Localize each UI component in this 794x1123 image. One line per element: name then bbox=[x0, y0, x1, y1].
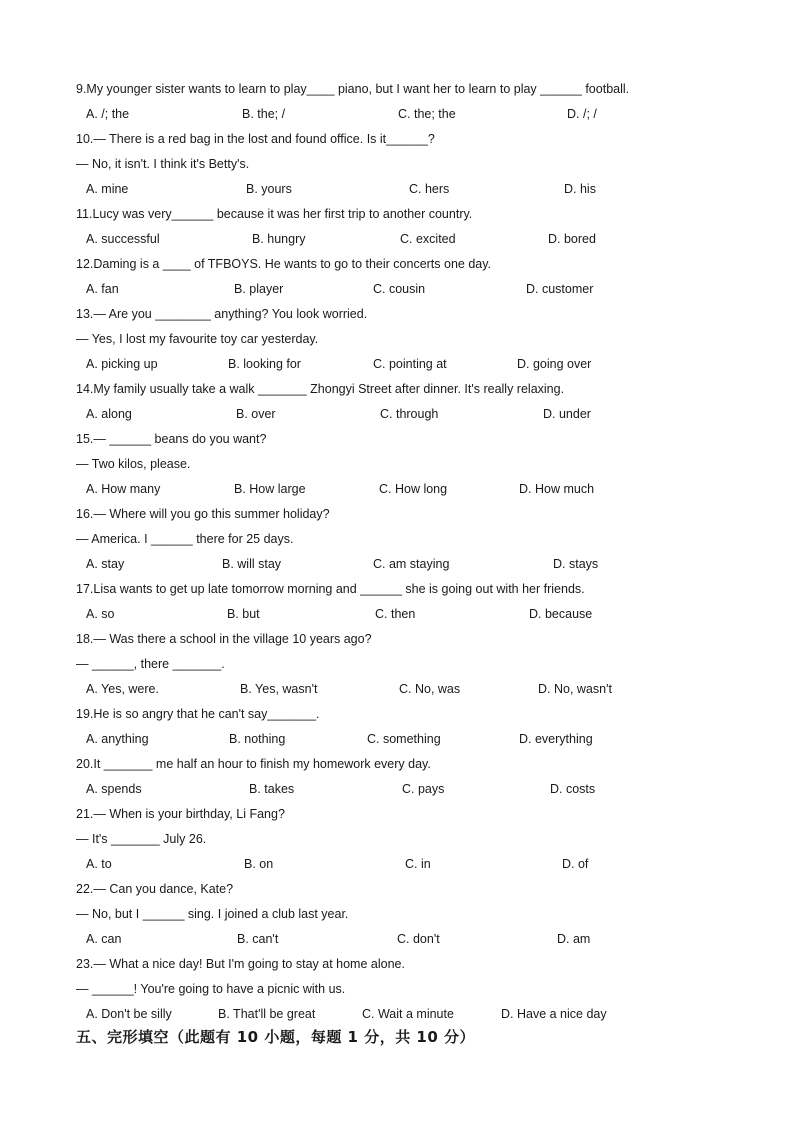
option-d[interactable]: D. under bbox=[543, 407, 591, 421]
option-c[interactable]: C. then bbox=[375, 607, 416, 621]
option-a[interactable]: A. Yes, were. bbox=[86, 682, 159, 696]
option-d[interactable]: D. bored bbox=[548, 232, 596, 246]
question-15 bbox=[76, 427, 766, 502]
answer-options bbox=[76, 102, 766, 127]
option-a[interactable]: A. so bbox=[86, 607, 115, 621]
question-18 bbox=[76, 627, 766, 702]
answer-options bbox=[76, 777, 766, 802]
question-14 bbox=[76, 377, 766, 427]
option-c[interactable]: C. don't bbox=[397, 932, 440, 946]
option-b[interactable]: B. can't bbox=[237, 932, 279, 946]
question-stem: 9.My younger sister wants to learn to play____ piano, but I want her to learn to play ______ football. bbox=[76, 82, 630, 96]
option-d[interactable]: D. costs bbox=[550, 782, 596, 796]
option-d[interactable]: D. of bbox=[562, 857, 589, 871]
option-b[interactable]: B. yours bbox=[246, 182, 292, 196]
question-23 bbox=[76, 952, 766, 1027]
question-22 bbox=[76, 877, 766, 952]
option-c[interactable]: C. No, was bbox=[399, 682, 461, 696]
option-a[interactable]: A. picking up bbox=[86, 357, 158, 371]
option-d[interactable]: D. Have a nice day bbox=[501, 1007, 607, 1021]
question-21 bbox=[76, 802, 766, 877]
option-c[interactable]: C. Wait a minute bbox=[362, 1007, 454, 1021]
option-a[interactable]: A. How many bbox=[86, 482, 161, 496]
option-c[interactable]: C. through bbox=[380, 407, 439, 421]
option-b[interactable]: B. nothing bbox=[229, 732, 286, 746]
option-c[interactable]: C. cousin bbox=[373, 282, 426, 296]
option-b[interactable]: B. on bbox=[244, 857, 274, 871]
option-b[interactable]: B. player bbox=[234, 282, 284, 296]
option-a[interactable]: A. /; the bbox=[86, 107, 130, 121]
option-a[interactable]: A. to bbox=[86, 857, 112, 871]
answer-options bbox=[76, 352, 766, 377]
question-9 bbox=[76, 77, 766, 127]
option-d[interactable]: D. customer bbox=[526, 282, 594, 296]
question-stem: 10.— There is a red bag in the lost and found office. Is it______? bbox=[76, 132, 435, 146]
answer-options bbox=[76, 552, 766, 577]
question-12 bbox=[76, 252, 766, 302]
dialogue-reply: — Two kilos, please. bbox=[76, 457, 191, 471]
option-d[interactable]: D. No, wasn't bbox=[538, 682, 612, 696]
answer-options bbox=[76, 402, 766, 427]
option-d[interactable]: D. his bbox=[564, 182, 596, 196]
dialogue-reply: — It's _______ July 26. bbox=[76, 832, 207, 846]
question-stem: 22.— Can you dance, Kate? bbox=[76, 882, 234, 896]
option-c[interactable]: C. How long bbox=[379, 482, 448, 496]
option-c[interactable]: C. pointing at bbox=[373, 357, 447, 371]
option-c[interactable]: C. pays bbox=[402, 782, 445, 796]
option-d[interactable]: D. How much bbox=[519, 482, 595, 496]
section-heading: 五、完形填空（此题有 10 小题，每题 1 分，共 10 分） bbox=[76, 1028, 476, 1046]
option-a[interactable]: A. mine bbox=[86, 182, 129, 196]
option-b[interactable]: B. How large bbox=[234, 482, 306, 496]
question-stem: 15.— ______ beans do you want? bbox=[76, 432, 267, 446]
option-b[interactable]: B. That'll be great bbox=[218, 1007, 316, 1021]
answer-options bbox=[76, 1002, 766, 1027]
option-b[interactable]: B. over bbox=[236, 407, 276, 421]
answer-options bbox=[76, 227, 766, 252]
question-13 bbox=[76, 302, 766, 377]
answer-options bbox=[76, 677, 766, 702]
question-19 bbox=[76, 702, 766, 752]
dialogue-reply: — ______, there _______. bbox=[76, 657, 225, 671]
option-b[interactable]: B. takes bbox=[249, 782, 295, 796]
option-b[interactable]: B. but bbox=[227, 607, 260, 621]
option-c[interactable]: C. in bbox=[405, 857, 431, 871]
question-20 bbox=[76, 752, 766, 802]
answer-options bbox=[76, 602, 766, 627]
option-d[interactable]: D. everything bbox=[519, 732, 593, 746]
option-d[interactable]: D. going over bbox=[517, 357, 592, 371]
question-17 bbox=[76, 577, 766, 627]
answer-options bbox=[76, 177, 766, 202]
question-stem: 11.Lucy was very______ because it was her first trip to another country. bbox=[76, 207, 473, 221]
answer-options bbox=[76, 727, 766, 752]
dialogue-reply: — Yes, I lost my favourite toy car yesterday. bbox=[76, 332, 319, 346]
question-11 bbox=[76, 202, 766, 252]
question-stem: 12.Daming is a ____ of TFBOYS. He wants to go to their concerts one day. bbox=[76, 257, 492, 271]
dialogue-reply: — ______! You're going to have a picnic with us. bbox=[76, 982, 346, 996]
option-c[interactable]: C. something bbox=[367, 732, 441, 746]
option-b[interactable]: B. the; / bbox=[242, 107, 286, 121]
question-stem: 13.— Are you ________ anything? You look worried. bbox=[76, 307, 368, 321]
question-16 bbox=[76, 502, 766, 577]
option-b[interactable]: B. looking for bbox=[228, 357, 301, 371]
option-a[interactable]: A. spends bbox=[86, 782, 142, 796]
option-c[interactable]: C. excited bbox=[400, 232, 456, 246]
dialogue-reply: — No, it isn't. I think it's Betty's. bbox=[76, 157, 250, 171]
answer-options bbox=[76, 927, 766, 952]
option-a[interactable]: A. successful bbox=[86, 232, 160, 246]
option-a[interactable]: A. fan bbox=[86, 282, 119, 296]
option-c[interactable]: C. hers bbox=[409, 182, 450, 196]
option-a[interactable]: A. Don't be silly bbox=[86, 1007, 172, 1021]
question-stem: 21.— When is your birthday, Li Fang? bbox=[76, 807, 285, 821]
option-a[interactable]: A. can bbox=[86, 932, 122, 946]
dialogue-reply: — America. I ______ there for 25 days. bbox=[76, 532, 294, 546]
question-stem: 14.My family usually take a walk _______ Zhongyi Street after dinner. It's really relaxing. bbox=[76, 382, 565, 396]
option-a[interactable]: A. stay bbox=[86, 557, 125, 571]
answer-options bbox=[76, 277, 766, 302]
question-stem: 16.— Where will you go this summer holiday? bbox=[76, 507, 330, 521]
option-c[interactable]: C. am staying bbox=[373, 557, 450, 571]
question-stem: 23.— What a nice day! But I'm going to stay at home alone. bbox=[76, 957, 405, 971]
option-a[interactable]: A. along bbox=[86, 407, 132, 421]
option-d[interactable]: D. because bbox=[529, 607, 593, 621]
question-stem: 20.It _______ me half an hour to finish my homework every day. bbox=[76, 757, 431, 771]
question-10 bbox=[76, 127, 766, 202]
question-list bbox=[76, 77, 766, 1027]
option-d[interactable]: D. am bbox=[557, 932, 591, 946]
option-b[interactable]: B. Yes, wasn't bbox=[240, 682, 318, 696]
option-d[interactable]: D. /; / bbox=[567, 107, 597, 121]
dialogue-reply: — No, but I ______ sing. I joined a club last year. bbox=[76, 907, 349, 921]
answer-options bbox=[76, 477, 766, 502]
option-d[interactable]: D. stays bbox=[553, 557, 599, 571]
question-stem: 19.He is so angry that he can't say_______. bbox=[76, 707, 320, 721]
question-stem: 18.— Was there a school in the village 10 years ago? bbox=[76, 632, 372, 646]
option-c[interactable]: C. the; the bbox=[398, 107, 456, 121]
option-a[interactable]: A. anything bbox=[86, 732, 149, 746]
answer-options bbox=[76, 852, 766, 877]
option-b[interactable]: B. hungry bbox=[252, 232, 306, 246]
option-b[interactable]: B. will stay bbox=[222, 557, 282, 571]
question-stem: 17.Lisa wants to get up late tomorrow morning and ______ she is going out with her friends. bbox=[76, 582, 585, 596]
